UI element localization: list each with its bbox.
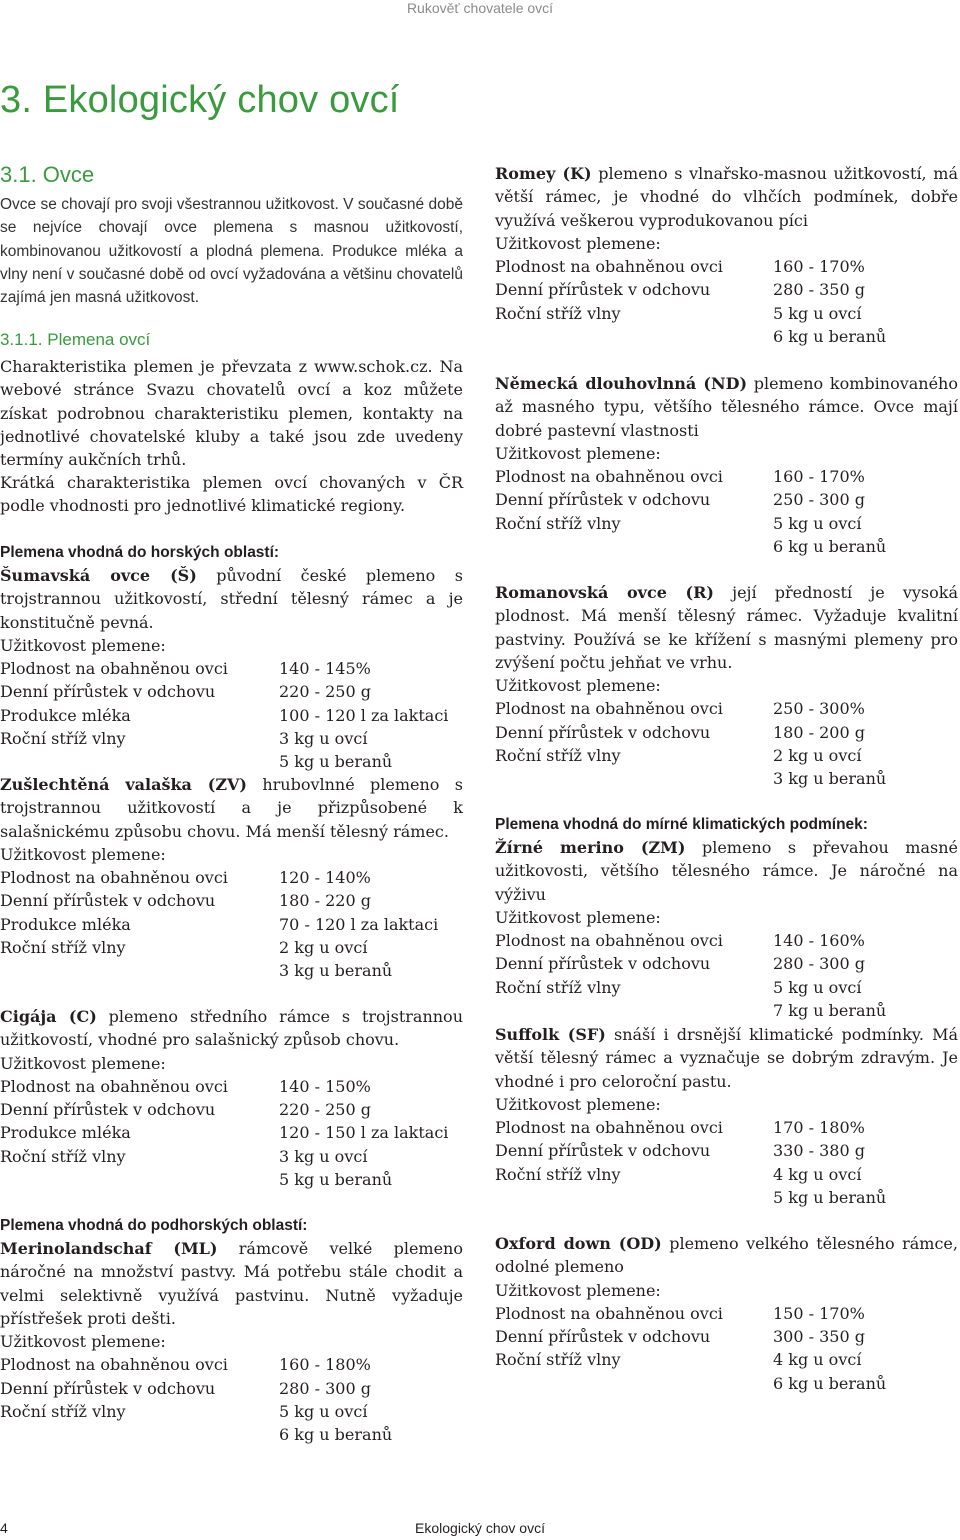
trait-row: Produkce mléka 70 - 120 l za laktaci (0, 913, 463, 936)
trait-row (495, 325, 958, 348)
trait-value: 6 kg u beranů (773, 537, 887, 557)
trait-value: 150 - 170% (773, 1303, 865, 1323)
trait-row: Roční stříž vlny 5 kg u ovcí (495, 302, 958, 325)
trait-list (0, 866, 463, 982)
trait-row (0, 959, 463, 982)
trait-row: Denní přírůstek v odchovu 280 - 350 g (495, 278, 958, 301)
trait-row: Roční stříž vlny 4 kg u ovcí (495, 1348, 958, 1371)
trait-row: Plodnost na obahněnou ovci 140 - 160% (495, 929, 958, 952)
trait-value: 5 kg u ovcí (279, 1402, 368, 1422)
breed-zirne-merino (495, 836, 958, 1022)
breed-name: Romanovská ovce (R) (495, 583, 714, 602)
trait-row: Plodnost na obahněnou ovci 120 - 140% (0, 866, 463, 889)
trait-value: 280 - 300 g (773, 954, 865, 974)
trait-row: Denní přírůstek v odchovu 180 - 200 g (495, 721, 958, 744)
breed-description: Cigája (C) plemeno středního rámce s trojstrannou užitkovostí, vhodné pro salašnický způsob chovu. (0, 1007, 463, 1050)
utility-label: Užitkovost plemene: (0, 1332, 166, 1352)
trait-value: 4 kg u ovcí (773, 1350, 862, 1370)
breed-name: Žírné merino (ZM) (495, 838, 686, 857)
trait-value: 3 kg u ovcí (279, 729, 368, 749)
breed-description: Oxford down (OD) plemeno velkého tělesného rámce, odolné plemeno (495, 1234, 958, 1277)
breed-name: Oxford down (OD) (495, 1234, 662, 1253)
trait-list (0, 1075, 463, 1191)
trait-value: 3 kg u beranů (279, 961, 393, 981)
trait-value: 3 kg u beranů (773, 769, 887, 789)
breed-romey (495, 162, 958, 348)
utility-label: Užitkovost plemene: (495, 907, 661, 927)
breed-name: Zušlechtěná valaška (ZV) (0, 775, 247, 794)
trait-value: 6 kg u beranů (773, 327, 887, 347)
breed-name: Cigája (C) (0, 1007, 97, 1026)
breed-suffolk (495, 1023, 958, 1209)
trait-row: Roční stříž vlny 5 kg u ovcí (0, 1400, 463, 1423)
trait-list (495, 697, 958, 790)
utility-label: Užitkovost plemene: (0, 1053, 166, 1073)
trait-value: 160 - 180% (279, 1355, 371, 1375)
trait-value: 5 kg u ovcí (773, 513, 862, 533)
trait-value: 120 - 150 l za laktaci (279, 1123, 449, 1143)
trait-row: Roční stříž vlny 4 kg u ovcí (495, 1163, 958, 1186)
utility-label: Užitkovost plemene: (0, 844, 166, 864)
trait-row: Roční stříž vlny 5 kg u ovcí (495, 976, 958, 999)
breed-description: Romey (K) plemeno s vlnařsko-masnou užitkovostí, má větší rámec, je vhodné do vlhčích podmínek, dobře využívá veškerou vyprodukovanou píci (495, 164, 959, 230)
trait-value: 250 - 300 g (773, 490, 865, 510)
trait-row (0, 750, 463, 773)
trait-value: 140 - 145% (279, 659, 371, 679)
trait-row (495, 535, 958, 558)
trait-list (0, 657, 463, 773)
trait-value: 140 - 160% (773, 931, 865, 951)
page-number: 4 (0, 1520, 8, 1536)
section-intro: Ovce se chovají pro svoji všestrannou užitkovost. V současné době se nejvíce chovají ovce plemena s masnou užitkovostí, kombinovanou užitkovostí a plodná plemena. Produkce mléka a vlny není v současné době od ovcí vyžadována a většinu chovatelů zajímá jen masná užitkovost. (0, 196, 463, 307)
trait-row (495, 1372, 958, 1395)
breed-description: Suffolk (SF) snáší i drsnější klimatické podmínky. Má větší tělesný rámec a vyznačuje se dobrým zdravým. Je vhodné i pro celoroční pastu. (495, 1025, 958, 1091)
trait-list (495, 1302, 958, 1395)
trait-row: Denní přírůstek v odchovu 280 - 300 g (495, 952, 958, 975)
trait-row (495, 767, 958, 790)
breed-description: Šumavská ovce (Š) původní české plemeno s trojstrannou užitkovostí, střední tělesný rámec a je konstitučně pevná. (0, 566, 463, 632)
trait-value: 120 - 140% (279, 868, 371, 888)
breed-name: Merinolandschaf (ML) (0, 1239, 218, 1258)
breed-name: Šumavská ovce (Š) (0, 566, 197, 585)
breed-romanovska (495, 581, 958, 791)
group-heading-temperate: Plemena vhodná do mírné klimatických podmínek: (495, 816, 868, 833)
utility-label: Užitkovost plemene: (495, 676, 661, 696)
trait-row: Denní přírůstek v odchovu 250 - 300 g (495, 488, 958, 511)
footer-title: Ekologický chov ovcí (415, 1520, 545, 1536)
breed-description: Německá dlouhovlnná (ND) plemeno kombinovaného až masného typu, většího tělesného rámce. Ovce mají dobré pastevní vlastnosti (495, 374, 958, 440)
trait-value: 280 - 350 g (773, 280, 865, 300)
trait-value: 4 kg u ovcí (773, 1164, 862, 1184)
trait-value: 70 - 120 l za laktaci (279, 914, 439, 934)
utility-label: Užitkovost plemene: (495, 443, 661, 463)
breed-name: Romey (K) (495, 164, 592, 183)
trait-row: Denní přírůstek v odchovu 300 - 350 g (495, 1325, 958, 1348)
trait-row: Produkce mléka 100 - 120 l za laktaci (0, 704, 463, 727)
trait-row: Denní přírůstek v odchovu 330 - 380 g (495, 1139, 958, 1162)
trait-row: Roční stříž vlny 3 kg u ovcí (0, 727, 463, 750)
trait-value: 280 - 300 g (279, 1378, 371, 1398)
breed-name: Suffolk (SF) (495, 1025, 606, 1044)
trait-value: 5 kg u beranů (279, 1170, 393, 1190)
trait-row: Plodnost na obahněnou ovci 150 - 170% (495, 1302, 958, 1325)
breed-sumavska (0, 564, 463, 774)
trait-row: Roční stříž vlny 3 kg u ovcí (0, 1145, 463, 1168)
trait-row (495, 999, 958, 1022)
breed-description: Žírné merino (ZM) plemeno s převahou masné užitkovosti, většího tělesného rámce. Je náročné na výživu (495, 838, 958, 904)
breed-cigaja (0, 1005, 463, 1191)
trait-value: 160 - 170% (773, 467, 865, 487)
group-heading-foothill: Plemena vhodná do podhorských oblastí: (0, 1217, 308, 1234)
trait-row: Denní přírůstek v odchovu 220 - 250 g (0, 680, 463, 703)
trait-row: Plodnost na obahněnou ovci 250 - 300% (495, 697, 958, 720)
trait-row: Roční stříž vlny 2 kg u ovcí (0, 936, 463, 959)
trait-row: Plodnost na obahněnou ovci 160 - 170% (495, 255, 958, 278)
trait-row (0, 1168, 463, 1191)
breed-name: Německá dlouhovlnná (ND) (495, 374, 748, 393)
trait-row: Denní přírůstek v odchovu 280 - 300 g (0, 1377, 463, 1400)
trait-value: 3 kg u ovcí (279, 1146, 368, 1166)
group-heading-mountain: Plemena vhodná do horských oblastí: (0, 544, 280, 561)
breed-description: Zušlechtěná valaška (ZV) hrubovlnné plemeno s trojstrannou užitkovostí a je přizpůsobené k salašnickému způsobu chovu. Má menší tělesný rámec. (0, 775, 463, 841)
trait-list (495, 255, 958, 348)
breed-description: Romanovská ovce (R) její předností je vysoká plodnost. Má menší tělesný rámec. Vyžaduje kvalitní pastviny. Používá se ke křížení s masnými plemeny pro zvýšení počtu jehňat ve vrhu. (495, 583, 958, 672)
trait-list (495, 1116, 958, 1209)
trait-row (495, 1186, 958, 1209)
section-title: 3.1. Ovce (0, 162, 95, 187)
breed-nemecka-dlouhovlnna (495, 372, 958, 558)
breed-oxford-down (495, 1232, 958, 1395)
utility-label: Užitkovost plemene: (495, 1094, 661, 1114)
trait-value: 160 - 170% (773, 257, 865, 277)
trait-value: 5 kg u ovcí (773, 977, 862, 997)
trait-value: 180 - 200 g (773, 722, 865, 742)
trait-list (495, 929, 958, 1022)
trait-value: 330 - 380 g (773, 1141, 865, 1161)
chapter-title: 3. Ekologický chov ovcí (0, 79, 400, 121)
trait-value: 140 - 150% (279, 1076, 371, 1096)
subsection-paragraph-2: Krátká charakteristika plemen ovcí chovaných v ČR podle vhodnosti pro jednotlivé klimatické regiony. (0, 473, 463, 516)
trait-row: Plodnost na obahněnou ovci 160 - 170% (495, 465, 958, 488)
trait-value: 220 - 250 g (279, 1100, 371, 1120)
trait-row: Denní přírůstek v odchovu 220 - 250 g (0, 1098, 463, 1121)
subsection-title: 3.1.1. Plemena ovcí (0, 330, 151, 349)
trait-row: Plodnost na obahněnou ovci 140 - 145% (0, 657, 463, 680)
trait-value: 220 - 250 g (279, 682, 371, 702)
breed-merinolandschaf (0, 1237, 463, 1447)
trait-value: 6 kg u beranů (279, 1425, 393, 1445)
trait-row (0, 1423, 463, 1446)
subsection-paragraph: Charakteristika plemen je převzata z www.schok.cz. Na webové stránce Svazu chovatelů ovcí a koz můžete získat podrobnou charakteristiku plemen, kontakty na jednotlivé chovatelské kluby a také jsou zde uvedeny termíny aukčních trhů. (0, 357, 463, 470)
trait-value: 100 - 120 l za laktaci (279, 705, 449, 725)
trait-value: 5 kg u beranů (773, 1188, 887, 1208)
trait-value: 2 kg u ovcí (279, 938, 368, 958)
trait-value: 7 kg u beranů (773, 1001, 887, 1021)
trait-row: Plodnost na obahněnou ovci 140 - 150% (0, 1075, 463, 1098)
trait-value: 250 - 300% (773, 699, 865, 719)
trait-row: Plodnost na obahněnou ovci 170 - 180% (495, 1116, 958, 1139)
utility-label: Užitkovost plemene: (495, 1280, 661, 1300)
trait-value: 2 kg u ovcí (773, 746, 862, 766)
breed-description: Merinolandschaf (ML) rámcově velké plemeno náročné na množství pastvy. Má potřebu stále chodit a velmi selektivně využívá pastvinu. Nutně vyžaduje přístřešek proti dešti. (0, 1239, 463, 1328)
running-header: Rukověť chovatele ovcí (406, 0, 554, 16)
trait-value: 6 kg u beranů (773, 1373, 887, 1393)
trait-row: Produkce mléka 120 - 150 l za laktaci (0, 1121, 463, 1144)
trait-value: 170 - 180% (773, 1118, 865, 1138)
trait-list (0, 1353, 463, 1446)
trait-row: Plodnost na obahněnou ovci 160 - 180% (0, 1353, 463, 1376)
trait-row: Roční stříž vlny 5 kg u ovcí (495, 512, 958, 535)
trait-value: 5 kg u ovcí (773, 303, 862, 323)
trait-list (495, 465, 958, 558)
trait-value: 180 - 220 g (279, 891, 371, 911)
breed-valaska (0, 773, 463, 983)
trait-value: 5 kg u beranů (279, 752, 393, 772)
trait-row: Denní přírůstek v odchovu 180 - 220 g (0, 889, 463, 912)
utility-label: Užitkovost plemene: (0, 635, 166, 655)
trait-row: Roční stříž vlny 2 kg u ovcí (495, 744, 958, 767)
utility-label: Užitkovost plemene: (495, 233, 661, 253)
trait-value: 300 - 350 g (773, 1327, 865, 1347)
